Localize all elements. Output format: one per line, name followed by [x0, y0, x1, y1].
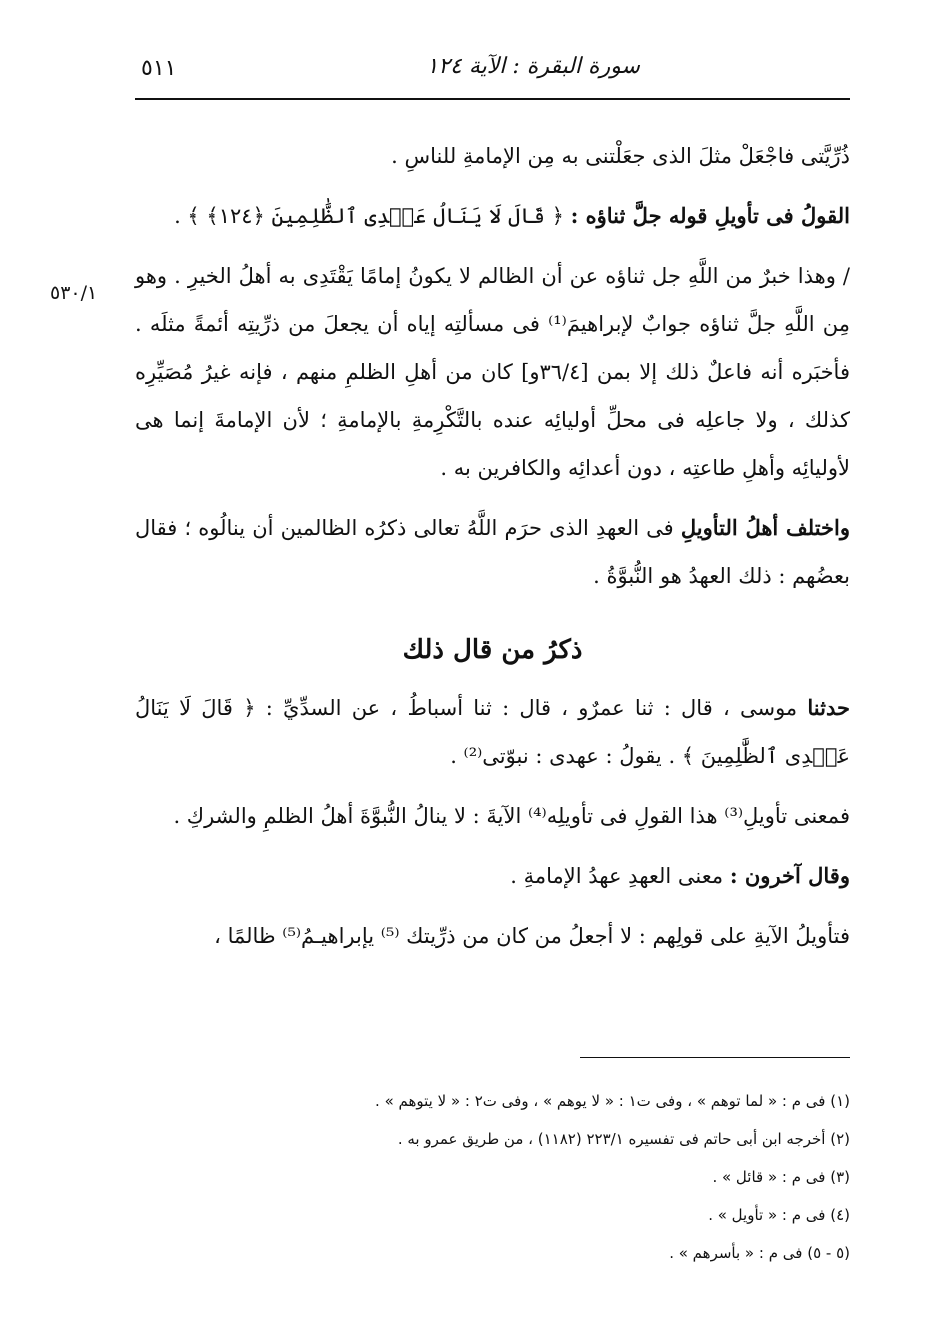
- footnote-5: (٥ - ٥) فى م : « بأسرهم » .: [669, 1244, 850, 1262]
- paragraph-2-text: ﴿ قَالَ لَا يَنَالُ عَهۡدِى ٱلظَّٰلِمِينَ ﴿١٢٤﴾ ﴾ .: [174, 204, 571, 228]
- paragraph-5: [135, 684, 850, 780]
- footnote-rule: [580, 1057, 850, 1058]
- paragraph-7-text: معنى العهدِ عهدُ الإمامةِ .: [510, 864, 730, 888]
- paragraph-2: [135, 192, 850, 240]
- paragraph-7: [135, 852, 850, 900]
- footnote-3: (٣) فى م : « قائل » .: [712, 1168, 850, 1186]
- margin-reference: ٥٣٠/١: [50, 282, 98, 304]
- footnote-2: (٢) أخرجه ابن أبى حاتم فى تفسيره ٢٢٣/١ (١١٨٢) ، من طريق عمرو به .: [397, 1130, 850, 1148]
- page-header: [135, 50, 850, 94]
- paragraph-8: فتأويلُ الآيةِ على قولِهم : لا أجعلُ من كان من ذرِّيتك ⁽⁵⁾ يإبراهيـمُ⁽⁵⁾ ظالمًا ،: [214, 924, 850, 948]
- paragraph-3: / وهذا خبرٌ من اللَّهِ جل ثناؤه عن أن الظالم لا يكونُ إمامًا يَقْتَدِى به أهلُ الخيرِ . وهو مِن اللَّهِ جلَّ ثناؤه جوابٌ لإبراهيمَ⁽¹⁾ فى مسألتِه إياه أن يجعلَ من ذرِّيتِه أئمةً مثلَه . فأخبَره أنه فاعلٌ ذلك إلا بمن [٣٦/٤و] كان من أهلِ الظلمِ منهم ، فإنه غيرُ مُصَيِّرِه كذلك ، ولا جاعلِه فى محلِّ أوليائِه عنده بالتَّكْرِمةِ بالإمامةِ ؛ لأن الإمامةَ إنما هى لأوليائِه وأهلِ طاعتِه ، دون أعدائِه والكافرين به .: [135, 264, 850, 480]
- paragraph-6: فمعنى تأويلِ⁽³⁾ هذا القولِ فى تأويلِه⁽⁴⁾ الآيةَ : لا ينالُ النُّبوَّةَ أهلُ الظلمِ والشركِ .: [173, 804, 850, 828]
- section-heading: ذكرُ من قال ذلك: [402, 635, 583, 665]
- running-title: سورة البقرة : الآية ١٢٤: [426, 54, 640, 79]
- paragraph-5-lead: حدثنا: [807, 695, 850, 720]
- paragraph-2-lead: القولُ فى تأويلِ قوله جلَّ ثناؤه :: [570, 203, 850, 228]
- footnote-4: (٤) فى م : « تأويل » .: [708, 1206, 850, 1224]
- paragraph-5-text: موسى ، قال : ثنا عمرٌو ، قال : ثنا أسباطُ ، عن السدِّيِّ : ﴿ قَالَ لَا يَنَالُ عَهۡدِى ٱلظَّٰلِمِينَ ﴾ . يقولُ : عهدى : نبوّتى⁽²⁾ .: [135, 696, 850, 768]
- paragraph-4-text: فى العهدِ الذى حرَم اللَّهُ تعالى ذكرُه الظالمين أن ينالُوه ؛ فقال بعضُهم : ذلك العهدُ هو النُّبوَّةُ .: [135, 516, 850, 588]
- footnotes: [135, 1082, 850, 1272]
- paragraph-4-lead: واختلف أهلُ التأويلِ: [680, 515, 851, 540]
- page-number: ٥١١: [141, 56, 177, 81]
- paragraph-4: [135, 504, 850, 600]
- main-text: [135, 132, 850, 960]
- footnote-1: (١) فى م : « لما توهم » ، وفى ت١ : « لا يوهم » ، وفى ت٢ : « لا يتوهم » .: [375, 1092, 850, 1110]
- header-rule: [135, 98, 850, 100]
- paragraph-1: ذُرِّيَّتى فاجْعَلْ مثلَ الذى جعَلْتنى به مِن الإمامةِ للناسِ .: [391, 144, 850, 168]
- paragraph-7-lead: وقال آخرون :: [729, 863, 850, 888]
